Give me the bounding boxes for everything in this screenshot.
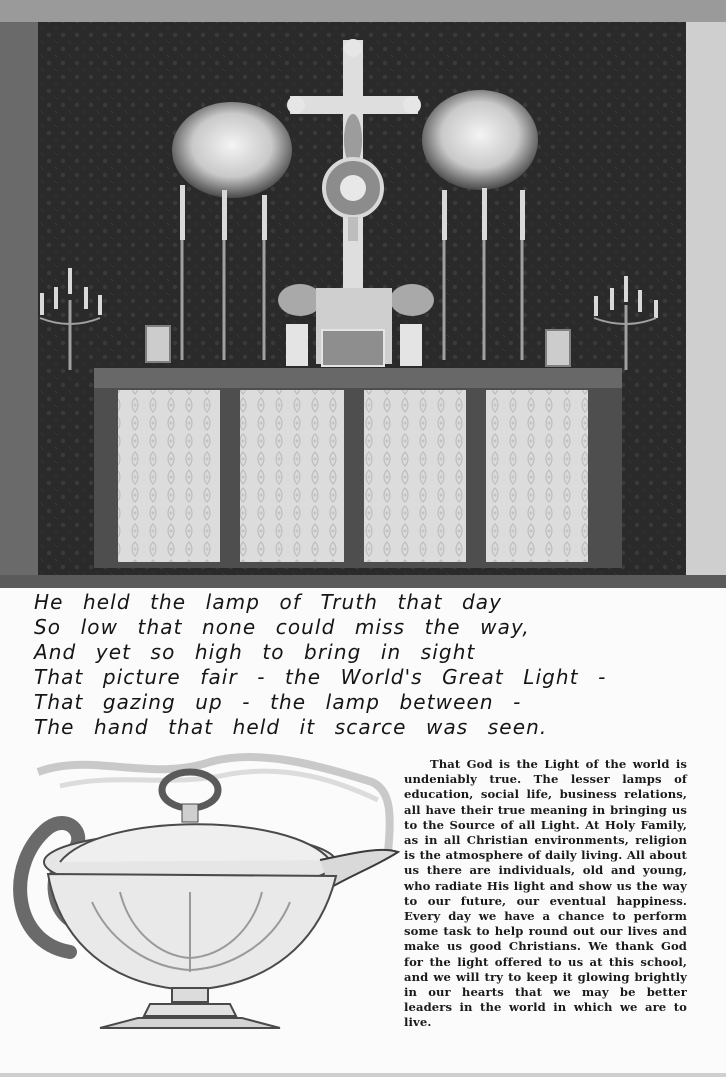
poem-line: And yet so high to bring in sight xyxy=(34,640,476,664)
page-bottom-edge xyxy=(0,1073,726,1077)
poem-line: He held the lamp of Truth that day xyxy=(34,590,503,614)
oil-lamp-illustration xyxy=(0,742,400,1042)
poem-line: The hand that held it scarce was seen. xyxy=(34,715,548,739)
poem xyxy=(0,588,726,738)
lamp-icon xyxy=(0,742,400,1042)
poem-line: So low that none could miss the way, xyxy=(34,615,530,639)
poem-line: That gazing up - the lamp between - xyxy=(34,690,522,714)
poem-line: That picture fair - the World's Great Light - xyxy=(34,665,607,689)
body-paragraph: That God is the Light of the world is undeniably true. The lesser lamps of education, social life, business relations, all have their true meaning in bringing us to the Source of all Light. At Holy Family, as in all Christian environments, religion is the atmosphere of daily living. All about us there are individuals, old and young, who radiate His light and show us the way to our future, our eventual happiness. Every day we have a chance to perform some task to help round out our lives and make us good Christians. We thank God for the light offered to us at this school, and we will try to keep it glowing brightly in our hearts that we may be better leaders in the world in which we are to live. xyxy=(404,757,687,1030)
